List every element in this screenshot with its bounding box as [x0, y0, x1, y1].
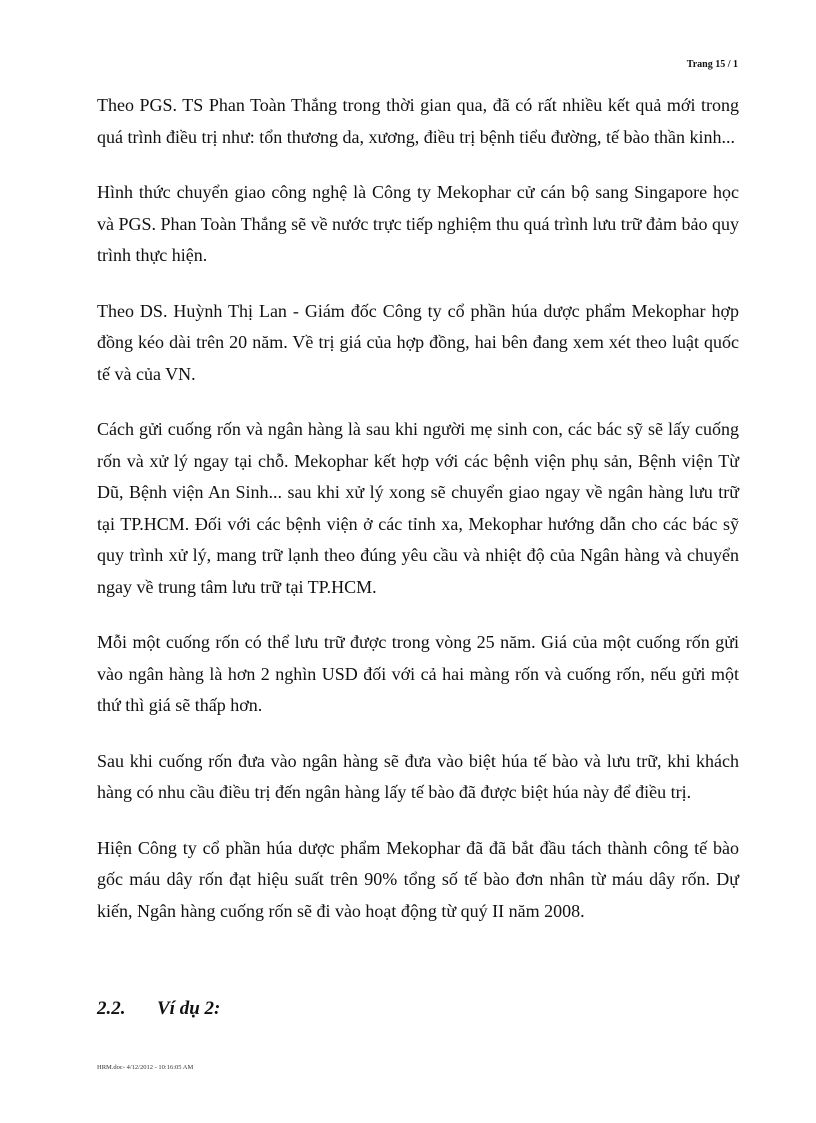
paragraph-2: Hình thức chuyển giao công nghệ là Công ty Mekophar cử cán bộ sang Singapore học và PGS. Phan Toàn Thắng sẽ về nước trực tiếp nghiệm thu quá trình lưu trữ đảm bảo quy trình thực hiện. [97, 182, 740, 265]
document-body [97, 90, 739, 951]
page-number: Trang 15 / 1 [686, 59, 738, 70]
paragraph-6: Sau khi cuống rốn đưa vào ngân hàng sẽ đưa vào biệt húa tế bào và lưu trữ, khi khách hàng có nhu cầu điều trị đến ngân hàng lấy tế bào đã được biệt húa này để điều trị. [97, 750, 739, 802]
paragraph-1: Theo PGS. TS Phan Toàn Thắng trong thời gian qua, đã có rất nhiều kết quả mới trong quá trình điều trị như: tổn thương da, xương, điều trị bệnh tiểu đường, tế bào thần kinh... [97, 95, 739, 147]
section-title: Ví dụ 2: [157, 998, 221, 1019]
footer-file-info: HRM.doc- 4/12/2012 - 10:16:05 AM [97, 1064, 194, 1071]
paragraph-3: Theo DS. Huỳnh Thị Lan - Giám đốc Công ty cổ phần húa dược phẩm Mekophar hợp đồng kéo dài trên 20 năm. Về trị giá của hợp đồng, hai bên đang xem xét theo luật quốc tế và của VN. [97, 300, 739, 384]
paragraph-4: Cách gửi cuống rốn và ngân hàng là sau khi người mẹ sinh con, các bác sỹ sẽ lấy cuống rốn và xử lý ngay tại chỗ. Mekophar kết hợp với các bệnh viện phụ sản, Bệnh viện Từ Dũ, Bệnh viện An Sinh... sau khi xử lý xong sẽ chuyển giao ngay về ngân hàng lưu trữ tại TP.HCM. Đối với các bệnh viện ở các tỉnh xa, Mekophar hướng dẫn cho các bác sỹ quy trình xử lý, mang trữ lạnh theo đúng yêu cầu và nhiệt độ của Ngân hàng và chuyển ngay về trung tâm lưu trữ tại TP.HCM. [97, 419, 739, 597]
section-number: 2.2. [97, 998, 126, 1019]
paragraph-5: Mỗi một cuống rốn có thể lưu trữ được trong vòng 25 năm. Giá của một cuống rốn gửi vào ngân hàng là hơn 2 nghìn USD đối với cả hai màng rốn và cuống rốn, nếu gửi một thứ thì giá sẽ thấp hơn. [97, 632, 739, 715]
paragraph-7: Hiện Công ty cổ phần húa dược phẩm Mekophar đã đã bắt đầu tách thành công tế bào gốc máu dây rốn đạt hiệu suất trên 90% tổng số tế bào đơn nhân từ máu dây rốn. Dự kiến, Ngân hàng cuống rốn sẽ đi vào hoạt động từ quý II năm 2008. [97, 837, 739, 921]
section-heading [97, 998, 220, 1020]
